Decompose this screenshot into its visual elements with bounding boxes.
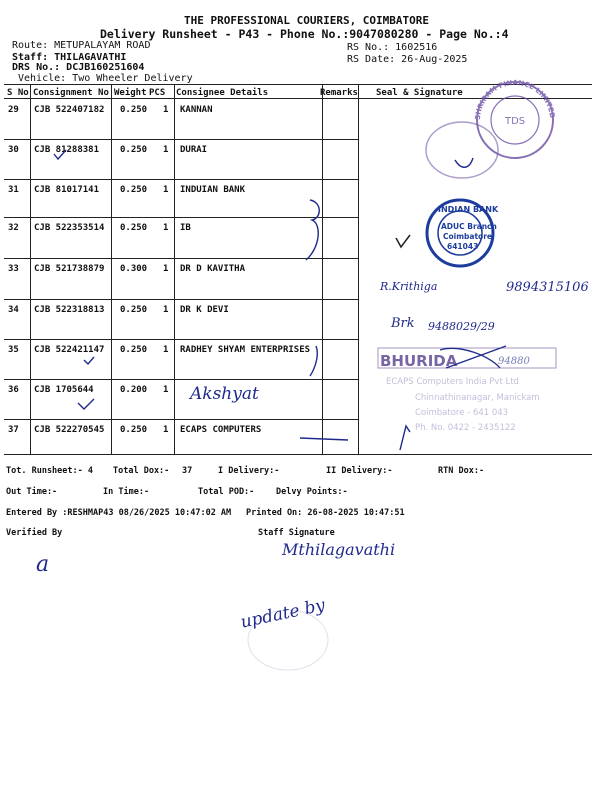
cell-weight: 0.300: [120, 264, 148, 274]
handwritten-sig-brk: Brk: [391, 316, 415, 331]
col-header-seal-signature: Seal & Signature: [376, 88, 463, 98]
cell-consignee: IB: [180, 223, 191, 233]
in-time-label: In Time:-: [103, 487, 150, 497]
rtn-dox-label: RTN Dox:-: [438, 466, 485, 476]
ecaps-stamp: [386, 377, 540, 433]
cell-weight: 0.250: [120, 425, 148, 435]
shriram-ring-text: SHRIRAM FINANCE LIMITED: [473, 78, 557, 121]
cell-consignment-no: CJB 522270545: [34, 425, 105, 435]
indian-bank-stamp: [427, 200, 499, 266]
cell-sno: 29: [8, 105, 19, 115]
cell-consignment-no: CJB 522353514: [34, 223, 105, 233]
cell-weight: 0.250: [120, 185, 148, 195]
runsheet-title: Delivery Runsheet - P43 - Phone No.:9047080280 - Page No.:4: [100, 27, 509, 41]
check-mark-2: [84, 357, 94, 364]
cell-sno: 32: [8, 223, 19, 233]
shriram-center-text: TDS: [505, 116, 526, 127]
cell-consignment-no: CJB 81288381: [34, 145, 100, 155]
cell-consignment-no: CJB 522407182: [34, 105, 105, 115]
cell-consignment-no: CJB 522421147: [34, 345, 105, 355]
total-dox-label: Total Dox:-: [113, 466, 170, 476]
cell-sno: 33: [8, 264, 19, 274]
cell-weight: 0.250: [120, 305, 148, 315]
col-header-weight: Weight: [114, 88, 147, 98]
faded-stamp-1: [426, 122, 498, 178]
handwritten-update-by: update by: [238, 595, 327, 633]
out-time-label: Out Time:-: [6, 487, 58, 497]
handwritten-sig-r: R.Krithiga: [380, 280, 438, 293]
bank-code-text: 641043: [447, 242, 479, 251]
verified-by-label: Verified By: [6, 528, 63, 538]
bank-city-text: Coimbatore: [443, 232, 492, 241]
ecaps-line-2: Chinnathinanagar, Manickam: [415, 393, 540, 403]
cell-sno: 31: [8, 185, 19, 195]
ink-mark-37: [400, 426, 410, 450]
cell-pcs: 1: [163, 185, 169, 195]
shriram-stamp: [474, 79, 556, 158]
staff-label: Staff: THILAGAVATHI: [12, 52, 127, 63]
cell-pcs: 1: [163, 425, 169, 435]
col-header-pcs: PCS: [149, 88, 166, 98]
cell-pcs: 1: [163, 223, 169, 233]
cell-weight: 0.250: [120, 223, 148, 233]
remarks-bracket: [306, 200, 319, 260]
handwritten-verified-sign: a: [36, 552, 50, 577]
delvy-points-label: Delvy Points:-: [276, 487, 348, 497]
cell-pcs: 1: [163, 105, 169, 115]
cell-consignee: DR K DEVI: [180, 305, 229, 315]
cell-consignee: DURAI: [180, 145, 208, 155]
entered-by: Entered By :RESHMAP43 08/26/2025 10:47:02 AM: [6, 508, 232, 518]
company-stamp-text: BHURIDA: [380, 352, 458, 370]
cell-weight: 0.250: [120, 345, 148, 355]
col-header-consignee: Consignee Details: [176, 88, 269, 98]
cell-pcs: 1: [163, 145, 169, 155]
cell-weight: 0.250: [120, 145, 148, 155]
handwritten-phone-3: 94880: [498, 356, 530, 367]
staff-signature-label: Staff Signature: [258, 528, 335, 538]
check-mark-4: [396, 235, 410, 247]
total-dox-value: 37: [182, 466, 193, 476]
rs-no-label: RS No.: 1602516: [347, 42, 438, 53]
cell-consignee: INDUIAN BANK: [180, 185, 246, 195]
ecaps-line-1: ECAPS Computers India Pvt Ltd: [386, 377, 519, 387]
ecaps-line-3: Coimbatore - 641 043: [415, 408, 509, 418]
cell-sno: 30: [8, 145, 19, 155]
cell-sno: 37: [8, 425, 19, 435]
cell-consignee: RADHEY SHYAM ENTERPRISES: [180, 345, 311, 355]
handwritten-phone-2: 9488029/29: [428, 320, 495, 333]
cell-pcs: 1: [163, 305, 169, 315]
drs-label: DRS No.: DCJB160251604: [12, 62, 145, 73]
cell-sno: 35: [8, 345, 19, 355]
handwritten-staff-sign: Mthilagavathi: [282, 540, 396, 559]
cell-consignee: DR D KAVITHA: [180, 264, 246, 274]
handwritten-akshyat: Akshyat: [190, 384, 259, 404]
check-mark-3: [78, 399, 94, 409]
ink-scribble-1: [455, 158, 473, 167]
cell-pcs: 1: [163, 264, 169, 274]
vehicle-label: Vehicle: Two Wheeler Delivery: [18, 73, 193, 84]
i-delivery-label: I Delivery:-: [218, 466, 280, 476]
cell-consignee: ECAPS COMPUTERS: [180, 425, 262, 435]
route-label: Route: METUPALAYAM ROAD: [12, 40, 151, 51]
cell-consignee: KANNAN: [180, 105, 213, 115]
handwritten-phone-1: 9894315106: [506, 280, 589, 295]
cell-consignment-no: CJB 1705644: [34, 385, 94, 395]
ii-delivery-label: II Delivery:-: [326, 466, 393, 476]
printed-on: Printed On: 26-08-2025 10:47:51: [246, 508, 405, 518]
col-header-consignment: Consignment No: [33, 88, 109, 98]
cell-weight: 0.200: [120, 385, 148, 395]
ecaps-line-4: Ph. No. 0422 - 2435122: [415, 423, 516, 433]
col-header-remarks: Remarks: [320, 88, 358, 98]
company-title: THE PROFESSIONAL COURIERS, COIMBATORE: [184, 14, 430, 27]
cell-pcs: 1: [163, 345, 169, 355]
total-pod-label: Total POD:-: [198, 487, 255, 497]
cell-pcs: 1: [163, 385, 169, 395]
cell-sno: 34: [8, 305, 19, 315]
cell-weight: 0.250: [120, 105, 148, 115]
col-header-sno: S No: [7, 88, 29, 98]
rs-date-label: RS Date: 26-Aug-2025: [347, 54, 468, 65]
bank-top-text: INDIAN BANK: [438, 205, 499, 214]
cell-sno: 36: [8, 385, 19, 395]
cell-consignment-no: CJB 81017141: [34, 185, 100, 195]
remarks-strokes: [300, 346, 348, 440]
bank-branch-text: ADUC Branch: [441, 222, 497, 231]
cell-consignment-no: CJB 521738879: [34, 264, 105, 274]
check-mark-1: [54, 150, 66, 159]
total-runsheet: Tot. Runsheet:- 4: [6, 466, 93, 476]
cell-consignment-no: CJB 522318813: [34, 305, 105, 315]
